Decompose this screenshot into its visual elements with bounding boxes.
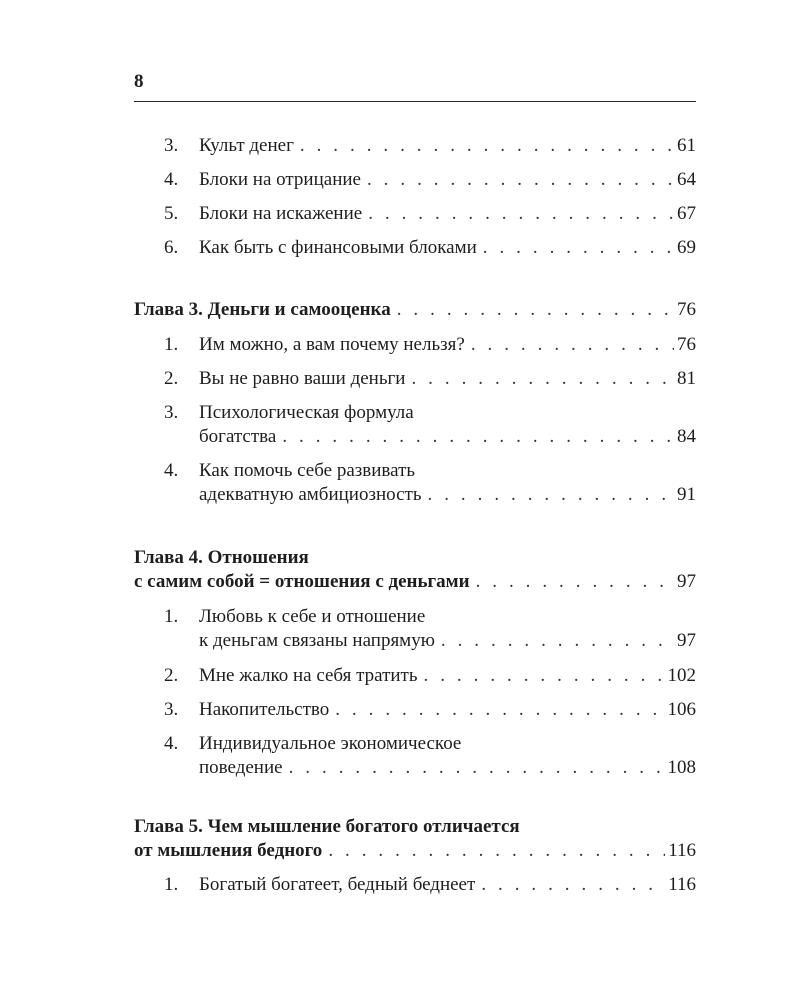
entry-number: 2. (164, 368, 179, 389)
dot-leader (483, 236, 674, 260)
dot-leader (289, 756, 665, 780)
entry-title: Мне жалко на себя тратить (199, 665, 418, 686)
dot-leader (367, 168, 674, 192)
entry-number: 3. (164, 135, 179, 156)
entry-page: 67 (677, 203, 696, 224)
dot-leader (441, 629, 674, 653)
entry-title-line: Психологическая формула (199, 402, 414, 423)
entry-title-line: адекватную амбициозность (199, 484, 422, 505)
entry-title: Накопительство (199, 699, 330, 720)
entry-page: 108 (667, 757, 696, 778)
toc-entry[interactable] (164, 401, 696, 449)
entry-title-line: поведение (199, 757, 283, 778)
entry-title-line: богатства (199, 426, 277, 447)
dot-leader (471, 333, 674, 357)
entry-page: 84 (677, 426, 696, 447)
entry-title: Богатый богатеет, бедный беднеет (199, 874, 476, 895)
toc-entry[interactable] (164, 168, 696, 192)
entry-page: 81 (677, 368, 696, 389)
chapter-page: 97 (677, 571, 696, 592)
dot-leader (481, 873, 665, 897)
entry-title: Блоки на искажение (199, 203, 363, 224)
dot-leader (328, 839, 665, 863)
entry-page: 76 (677, 334, 696, 355)
entry-page: 69 (677, 237, 696, 258)
toc-entry[interactable] (164, 459, 696, 507)
toc-entry[interactable] (164, 873, 696, 897)
chapter-title-line: с самим собой = отношения с деньгами (134, 571, 470, 592)
toc-entry[interactable] (164, 698, 696, 722)
header-rule (134, 101, 696, 102)
entry-page: 97 (677, 630, 696, 651)
chapter-title-line: от мышления бедного (134, 840, 323, 861)
toc-chapter[interactable] (134, 546, 696, 594)
entry-page: 61 (677, 135, 696, 156)
toc-entry[interactable] (164, 333, 696, 357)
dot-leader (424, 664, 665, 688)
toc-entry[interactable] (164, 202, 696, 226)
entry-title: Им можно, а вам почему нельзя? (199, 334, 465, 355)
dot-leader (428, 483, 674, 507)
page-number: 8 (134, 71, 144, 92)
chapter-page: 76 (677, 299, 696, 320)
dot-leader (368, 202, 674, 226)
entry-number: 6. (164, 237, 179, 258)
toc-entry[interactable] (164, 664, 696, 688)
dot-leader (476, 570, 674, 594)
chapter-title-line: Глава 4. Отношения (134, 547, 309, 568)
dot-leader (411, 367, 674, 391)
entry-page: 91 (677, 484, 696, 505)
entry-title-line: Как помочь себе развивать (199, 460, 416, 481)
toc-chapter[interactable] (134, 815, 696, 863)
entry-number: 4. (164, 169, 179, 190)
dot-leader (300, 134, 674, 158)
toc-entry[interactable] (164, 605, 696, 653)
toc-entry[interactable] (164, 732, 696, 780)
entry-number: 1. (164, 334, 179, 355)
dot-leader (397, 298, 674, 322)
chapter-title-line: Глава 5. Чем мышление богатого отличается (134, 816, 520, 837)
dot-leader (335, 698, 664, 722)
entry-number: 3. (164, 402, 179, 423)
entry-number: 3. (164, 699, 179, 720)
entry-title: Блоки на отрицание (199, 169, 361, 190)
dot-leader (282, 425, 674, 449)
entry-title: Как быть с финансовыми блоками (199, 237, 477, 258)
toc-entry[interactable] (164, 236, 696, 260)
toc-entry[interactable] (164, 134, 696, 158)
chapter-page: 116 (668, 840, 696, 861)
chapter-title: Глава 3. Деньги и самооценка (134, 299, 391, 320)
entry-title: Культ денег (199, 135, 294, 156)
entry-page: 64 (677, 169, 696, 190)
toc-chapter[interactable] (134, 298, 696, 322)
entry-title: Вы не равно ваши деньги (199, 368, 406, 389)
entry-page: 106 (667, 699, 696, 720)
entry-number: 5. (164, 203, 179, 224)
entry-title-line: Индивидуальное экономическое (199, 733, 462, 754)
entry-title-line: к деньгам связаны напрямую (199, 630, 435, 651)
entry-number: 2. (164, 665, 179, 686)
toc-entry[interactable] (164, 367, 696, 391)
entry-number: 4. (164, 733, 179, 754)
entry-title-line: Любовь к себе и отношение (199, 606, 426, 627)
entry-number: 1. (164, 874, 179, 895)
entry-number: 1. (164, 606, 179, 627)
entry-page: 116 (668, 874, 696, 895)
entry-number: 4. (164, 460, 179, 481)
entry-page: 102 (667, 665, 696, 686)
